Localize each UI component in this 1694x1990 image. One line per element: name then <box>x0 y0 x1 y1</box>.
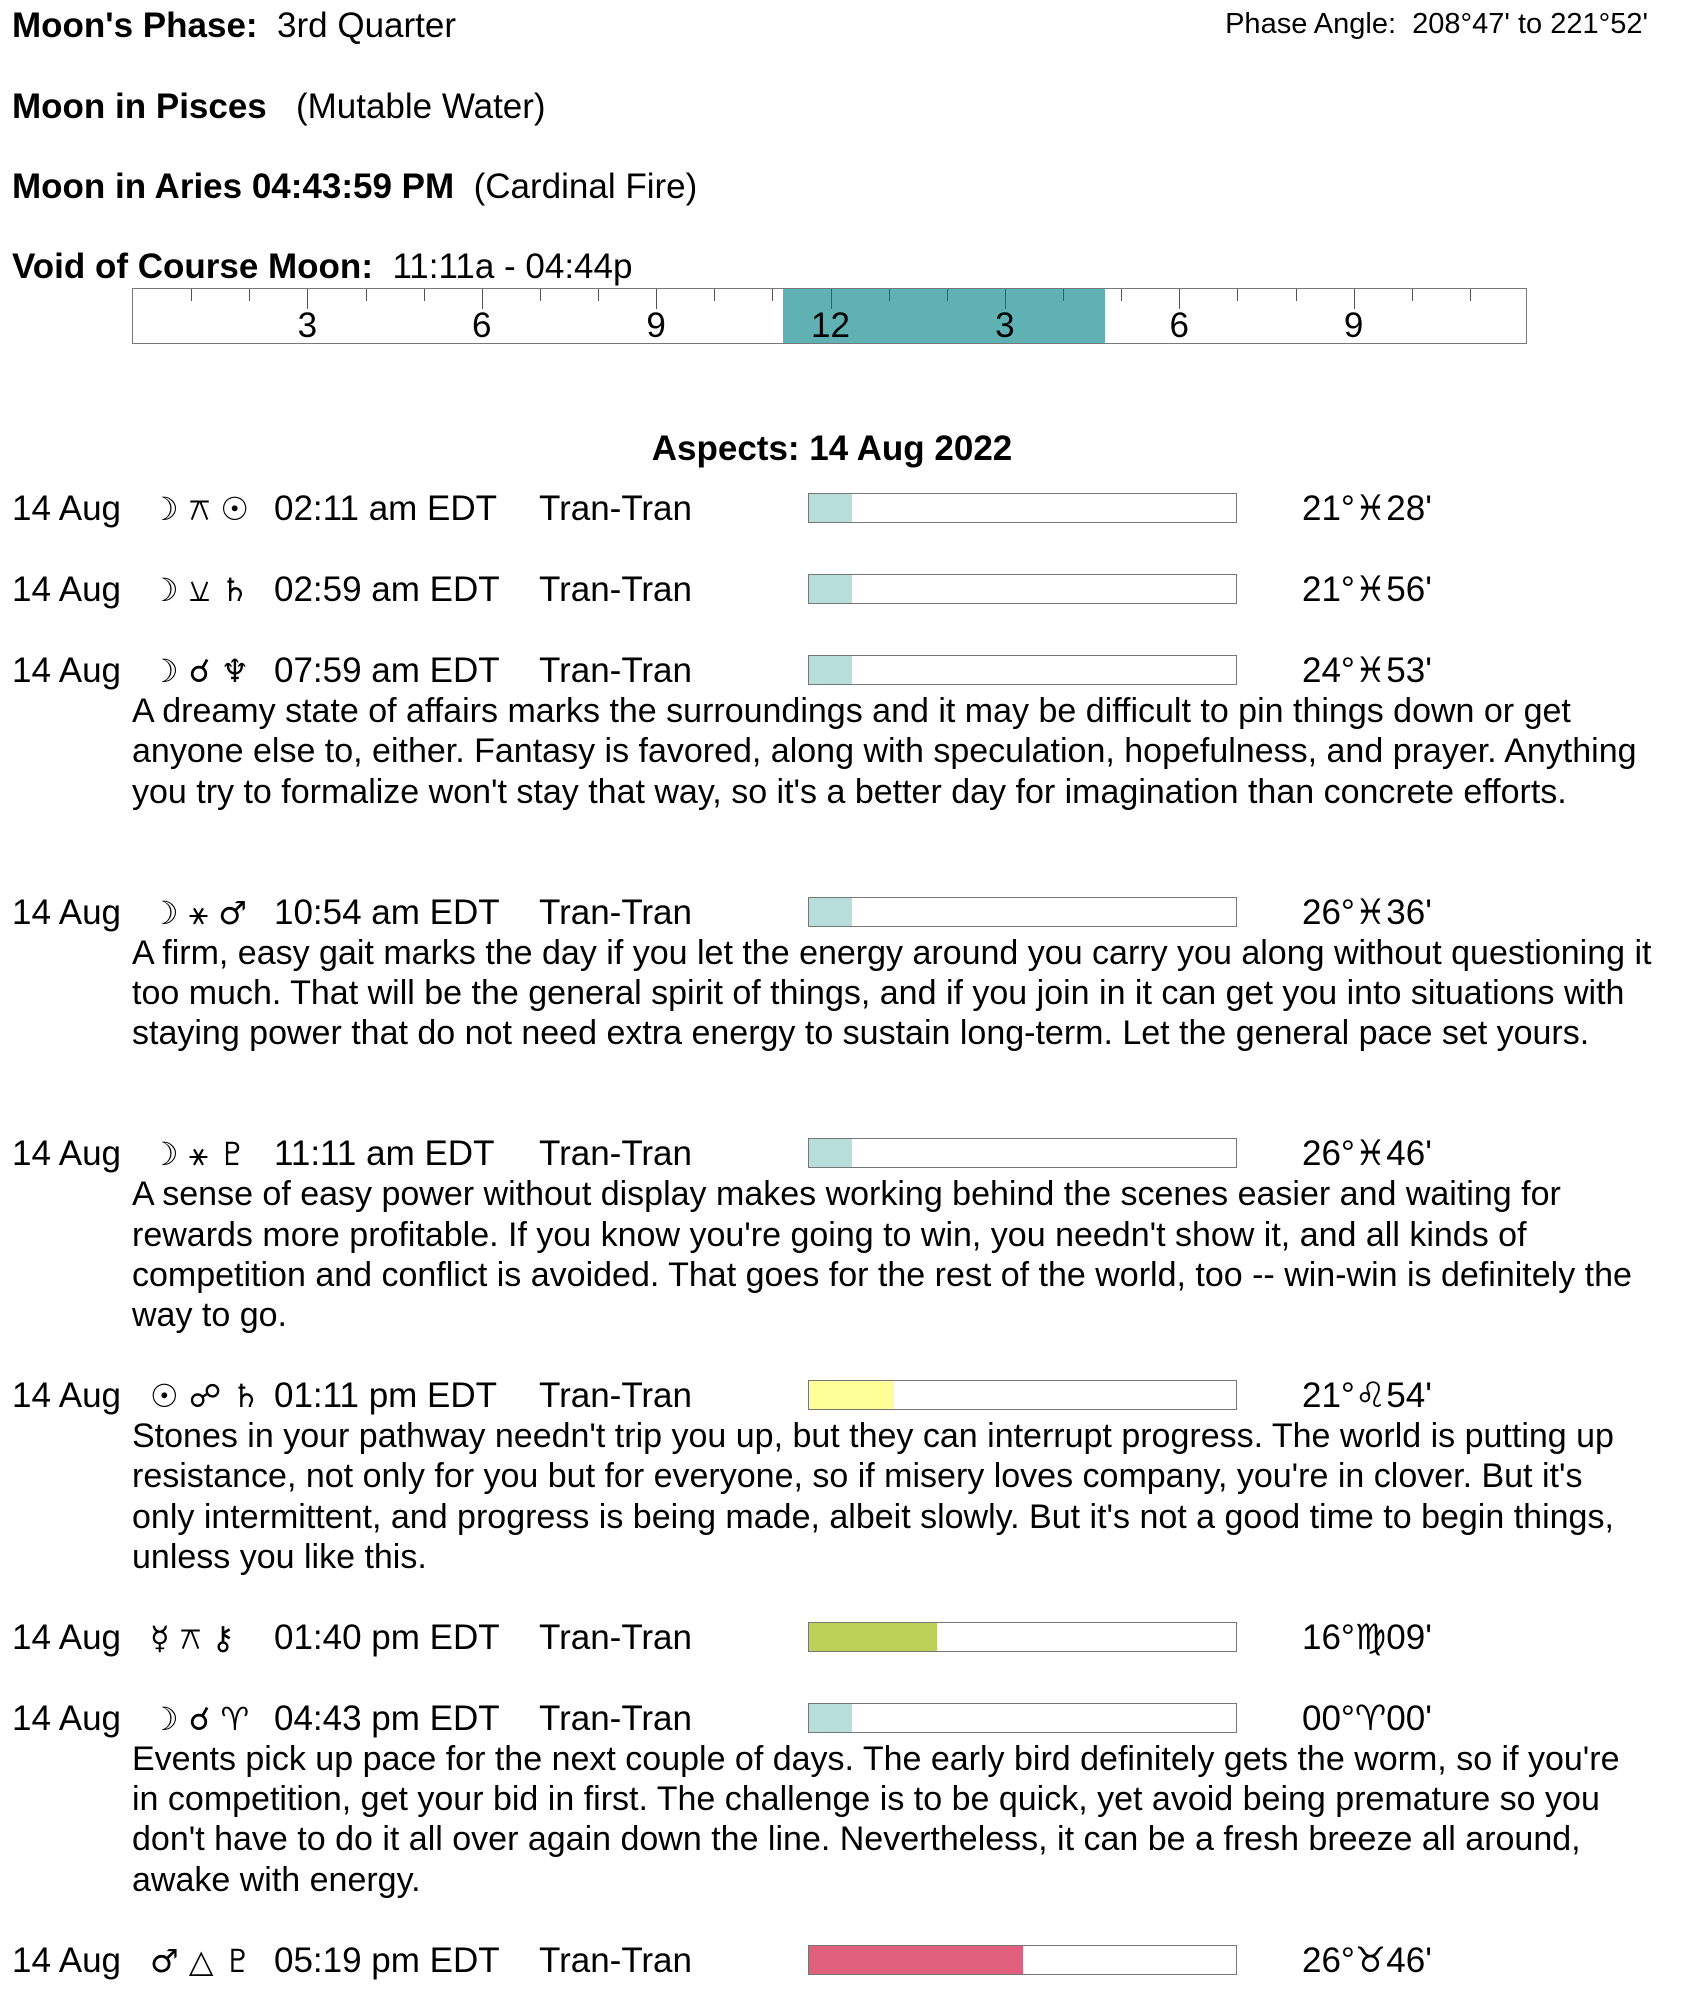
aspect-glyphs: ☽ ☌ ♆ <box>150 652 250 690</box>
aspect-strength-bar <box>808 1703 1237 1733</box>
aspect-interpretation: Events pick up pace for the next couple of days. The early bird definitely gets the worm, so if you're in competition, get your bid in first. The challenge is to be quick, yet avoid being premature so you don't have to do it all over again down the line. Nevertheless, it can be a fresh breeze all around, awake with energy. <box>132 1739 1620 1899</box>
aspect-strength-fill <box>809 1139 852 1167</box>
aspect-type: Tran-Tran <box>539 1940 692 1980</box>
moon-ingress <box>12 167 697 207</box>
aspect-position: 16°♍09' <box>1302 1617 1432 1657</box>
timeline-tick <box>1063 289 1064 301</box>
timeline-tick <box>1412 289 1413 301</box>
phase-angle-label: Phase Angle: <box>1225 8 1397 40</box>
aspect-date: 14 Aug <box>12 1134 121 1174</box>
timeline-tick <box>424 289 425 301</box>
aspect-date: 14 Aug <box>12 651 121 690</box>
timeline-tick <box>947 289 948 301</box>
aspect-time: 11:11 am EDT <box>274 1134 495 1174</box>
aspect-time: 07:59 am EDT <box>274 651 500 690</box>
aspect-position: 26°♓46' <box>1302 1134 1432 1174</box>
aspect-strength-bar <box>808 1622 1237 1652</box>
timeline-hour-label: 3 <box>995 306 1015 345</box>
aspect-strength-bar <box>808 1945 1237 1975</box>
aspect-interpretation: A dreamy state of affairs marks the surroundings and it may be difficult to pin things down or get anyone else to, either. Fantasy is favored, along with speculation, hopefulness, and prayer. Anything you try to formalize won't stay that way, so it's a better day for imagination than concrete efforts. <box>132 692 1637 811</box>
aspect-strength-bar <box>808 493 1237 523</box>
timeline-tick <box>540 289 541 301</box>
moon-ingress-label: Moon in Aries 04:43:59 PM <box>12 167 455 206</box>
aspect-interpretation: Stones in your pathway needn't trip you up, but they can interrupt progress. The world is putting up resistance, not only for you but for everyone, so if misery loves company, you're in clover. But it's only intermittent, and progress is being made, albeit slowly. But it's not a good time to begin things, unless you like this. <box>132 1417 1614 1576</box>
timeline-tick <box>366 289 367 301</box>
aspect-glyphs: ☽ ⚻ ☉ <box>150 490 250 528</box>
aspect-position: 24°♓53' <box>1302 651 1432 690</box>
aspect-position: 26°♉46' <box>1302 1940 1432 1980</box>
aspect-date: 14 Aug <box>12 892 121 932</box>
moon-phase-label: Moon's Phase: <box>12 6 258 45</box>
timeline-tick <box>772 289 773 301</box>
aspect-type: Tran-Tran <box>539 489 692 528</box>
timeline-hour-label: 3 <box>297 306 318 345</box>
aspect-strength-bar <box>808 574 1237 604</box>
aspect-time: 02:59 am EDT <box>274 570 500 609</box>
aspect-type: Tran-Tran <box>539 1376 692 1416</box>
aspect-strength-fill <box>809 1381 894 1409</box>
aspect-strength-fill <box>809 1623 937 1651</box>
aspect-strength-fill <box>809 494 852 522</box>
void-of-course <box>12 247 632 287</box>
aspect-strength-fill <box>809 1946 1023 1974</box>
aspect-time: 05:19 pm EDT <box>274 1940 500 1980</box>
timeline-tick <box>1237 289 1238 301</box>
aspect-strength-fill <box>809 656 852 684</box>
aspect-type: Tran-Tran <box>539 570 692 609</box>
timeline-tick <box>714 289 715 301</box>
aspect-strength-fill <box>809 898 852 926</box>
timeline-tick <box>889 289 890 301</box>
aspect-time: 02:11 am EDT <box>274 489 498 528</box>
timeline-tick <box>1470 289 1471 301</box>
aspect-strength-fill <box>809 575 852 603</box>
aspect-interpretation: A firm, easy gait marks the day if you let the energy around you carry you along without questioning it too much. That will be the general spirit of things, and if you join in it can get you into situations with staying power that do not need extra energy to sustain long-term. Let the general pace set yours. <box>132 933 1652 1053</box>
aspect-position: 00°♈00' <box>1302 1698 1432 1738</box>
aspect-date: 14 Aug <box>12 1617 121 1657</box>
aspect-glyphs: ☽ ⚹ ♇ <box>150 1135 247 1174</box>
aspect-glyphs: ☽ ⚹ ♂ <box>150 893 247 932</box>
moon-sign-label: Moon in Pisces <box>12 87 267 126</box>
aspect-strength-bar <box>808 1138 1237 1168</box>
aspect-time: 01:40 pm EDT <box>274 1617 500 1657</box>
voc-label: Void of Course Moon: <box>12 247 373 286</box>
timeline-hour-label: 6 <box>1169 306 1189 345</box>
moon-phase <box>12 6 456 46</box>
aspect-type: Tran-Tran <box>539 1617 692 1657</box>
aspect-time: 04:43 pm EDT <box>274 1698 500 1738</box>
timeline-tick <box>191 289 192 301</box>
aspect-glyphs: ☽ ☌ ♈ <box>150 1699 250 1738</box>
aspect-date: 14 Aug <box>12 1698 121 1738</box>
aspect-time: 10:54 am EDT <box>274 892 500 932</box>
aspect-glyphs: ♂ △ ♇ <box>150 1941 253 1980</box>
aspect-type: Tran-Tran <box>539 892 692 932</box>
voc-timeline <box>132 288 1527 344</box>
aspect-strength-bar <box>808 897 1237 927</box>
aspect-position: 21°♌54' <box>1302 1376 1432 1416</box>
moon-phase-value: 3rd Quarter <box>277 6 457 45</box>
aspect-type: Tran-Tran <box>539 1698 692 1738</box>
timeline-tick <box>1121 289 1122 301</box>
timeline-hour-label: 9 <box>1343 306 1364 345</box>
aspect-glyphs: ☽ ⚺ ♄ <box>150 571 250 609</box>
moon-sign <box>12 87 546 127</box>
aspect-glyphs: ☿ ⚻ ⚷ <box>150 1618 235 1657</box>
aspect-position: 21°♓56' <box>1302 570 1432 609</box>
aspect-time: 01:11 pm EDT <box>274 1376 498 1416</box>
aspect-strength-bar <box>808 655 1237 685</box>
moon-sign-quality: (Mutable Water) <box>295 87 546 126</box>
aspect-date: 14 Aug <box>12 489 121 528</box>
aspect-strength-fill <box>809 1704 852 1732</box>
aspect-position: 21°♓28' <box>1302 489 1432 528</box>
aspect-glyphs: ☉ ☍ ♄ <box>150 1377 261 1416</box>
phase-angle-value: 208°47' to 221°52' <box>1412 8 1648 40</box>
timeline-tick <box>249 289 250 301</box>
moon-ingress-quality: (Cardinal Fire) <box>473 167 698 206</box>
aspect-date: 14 Aug <box>12 570 121 609</box>
aspect-strength-bar <box>808 1380 1237 1410</box>
aspect-type: Tran-Tran <box>539 1134 692 1174</box>
timeline-hour-label: 12 <box>811 306 850 345</box>
timeline-hour-label: 6 <box>472 306 492 345</box>
aspect-interpretation: A sense of easy power without display makes working behind the scenes easier and waiting for rewards more profitable. If you know you're going to win, you needn't show it, and all kinds of competition and conflict is avoided. That goes for the rest of the world, too -- win-win is definitely the way to go. <box>132 1175 1632 1335</box>
aspects-title: Aspects: 14 Aug 2022 <box>651 429 1013 468</box>
timeline-hour-label: 9 <box>646 306 666 345</box>
aspect-position: 26°♓36' <box>1302 892 1432 932</box>
aspect-type: Tran-Tran <box>539 651 692 690</box>
phase-angle <box>1225 7 1648 41</box>
aspect-date: 14 Aug <box>12 1940 121 1980</box>
timeline-tick <box>598 289 599 301</box>
timeline-tick <box>1296 289 1297 301</box>
aspect-date: 14 Aug <box>12 1376 121 1416</box>
voc-value: 11:11a - 04:44p <box>392 247 633 286</box>
